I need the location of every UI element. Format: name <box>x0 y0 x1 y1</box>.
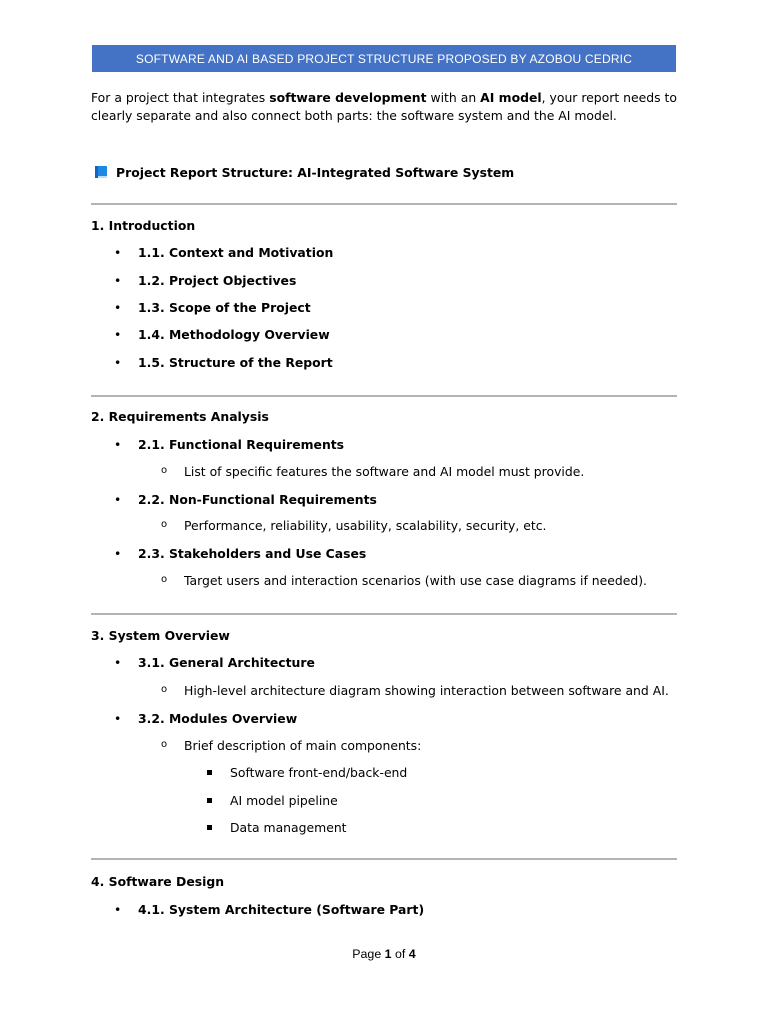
page-of-label: of <box>391 947 409 961</box>
list-item: • 1.1. Context and Motivation <box>138 245 333 261</box>
section-heading-requirements: 2. Requirements Analysis <box>91 409 269 424</box>
sub-list-item: o List of specific features the software and AI model must provide. <box>184 464 584 480</box>
divider <box>91 858 677 860</box>
list-item: • 1.5. Structure of the Report <box>138 355 333 371</box>
list-item: • 2.2. Non-Functional Requirements <box>138 492 377 508</box>
report-structure-heading <box>91 163 514 181</box>
list-item: • 2.3. Stakeholders and Use Cases <box>138 546 366 562</box>
divider <box>91 613 677 615</box>
header-banner <box>92 45 676 72</box>
sub-list-item: o Target users and interaction scenarios (with use case diagrams if needed). <box>184 573 647 589</box>
page-footer <box>0 947 768 961</box>
sub-list-item: o Performance, reliability, usability, scalability, security, etc. <box>184 518 546 534</box>
section-heading-software-design: 4. Software Design <box>91 874 225 889</box>
blue-book-icon <box>94 165 108 179</box>
list-item: • 2.1. Functional Requirements <box>138 437 344 453</box>
sub-sub-list-item: AI model pipeline <box>230 793 338 808</box>
intro-bold-ai: AI model <box>480 90 542 105</box>
report-structure-title: Project Report Structure: AI-Integrated Software System <box>116 164 515 180</box>
banner-title: SOFTWARE AND AI BASED PROJECT STRUCTURE PROPOSED BY AZOBOU CEDRIC <box>135 51 633 66</box>
list-item: • 3.2. Modules Overview <box>138 711 297 727</box>
intro-text: For a project that integrates <box>91 90 270 105</box>
section-heading-system-overview: 3. System Overview <box>91 628 230 643</box>
divider <box>91 395 677 397</box>
sub-list-item: o High-level architecture diagram showing interaction between software and AI. <box>184 683 669 699</box>
sub-list-item: o Brief description of main components: <box>184 738 421 754</box>
list-item: • 3.1. General Architecture <box>138 655 315 671</box>
list-item: • 1.2. Project Objectives <box>138 273 296 289</box>
divider <box>91 203 677 205</box>
section-heading-introduction: 1. Introduction <box>91 218 196 233</box>
list-item: • 1.3. Scope of the Project <box>138 300 311 316</box>
current-page-number: 1 <box>384 947 392 961</box>
list-item: • 4.1. System Architecture (Software Part) <box>138 902 424 918</box>
sub-sub-list-item: Software front-end/back-end <box>230 765 408 780</box>
sub-sub-list-item: Data management <box>230 820 347 835</box>
intro-bold-software: software development <box>269 90 427 105</box>
intro-paragraph <box>91 89 677 124</box>
intro-text: with an <box>426 90 481 105</box>
list-item: • 1.4. Methodology Overview <box>138 327 330 343</box>
intro-text: , your report needs to clearly separate and also connect both parts: the software system and the AI model. <box>91 90 677 123</box>
total-pages-number: 4 <box>408 947 416 961</box>
page-label: Page <box>352 947 385 961</box>
